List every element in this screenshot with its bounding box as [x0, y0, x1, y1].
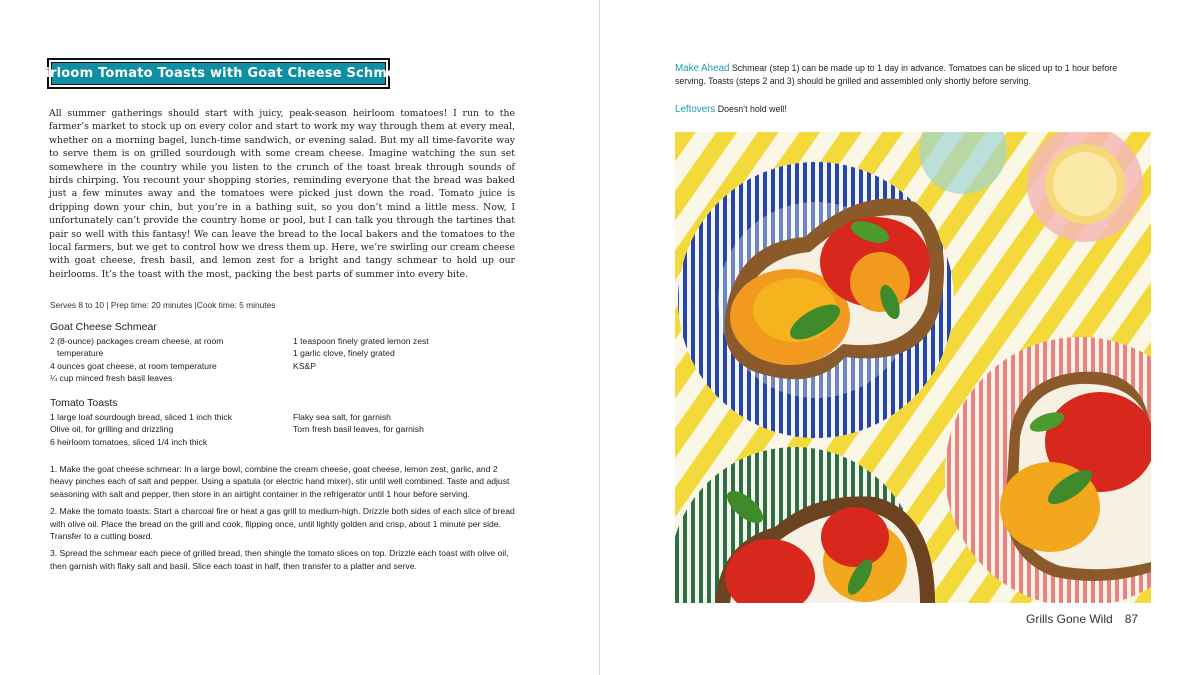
recipe-steps	[50, 463, 520, 577]
tomato-orange	[850, 252, 910, 312]
step: 1. Make the goat cheese schmear: In a large bowl, combine the cream cheese, goat cheese, lemon zest, garlic, and 2 heavy pinches each of salt and pepper. Using a spatula (or electric hand mixer), stir until well combined. Taste and adjust seasoning with salt and pepper, then store in an airtight container in the refrigerator until 1 hour before serving.	[50, 464, 510, 499]
page-number: 87	[1124, 612, 1139, 626]
ingredient: 2 (8-ounce) packages cream cheese, at room	[50, 336, 224, 346]
ingredient: ¼ cup minced fresh basil leaves	[50, 373, 173, 384]
schmear-ingredients-col2	[293, 335, 429, 372]
toasts-ingredients-col2	[293, 411, 424, 436]
ingredient: 1 teaspoon finely grated lemon zest	[293, 336, 429, 346]
recipe-title-banner	[25, 58, 412, 89]
lemon-flesh	[1053, 152, 1117, 216]
leftovers-label: Leftovers	[675, 104, 716, 115]
recipe-title: Heirloom Tomato Toasts with Goat Cheese Schmear	[25, 66, 412, 81]
tomato-toast-photo-illustration	[675, 132, 1151, 603]
make-ahead-note	[675, 62, 1145, 88]
ingredient: Torn fresh basil leaves, for garnish	[293, 424, 424, 435]
recipe-intro: All summer gatherings should start with juicy, peak-season heirloom tomatoes! I run to the farmer’s market to stock up on every color and start to work my way through them at every meal, whether on a morning bagel, lunch-time sandwich, or evening salad. But my all time-favorite way to serve them is on grilled sourdough with some cream cheese. Imagine watching the sun set somewhere in the country while you listen to the crunch of the toast break through sounds of birds chirping. You recount your shopping stories, reminding everyone that the bread was baked just a few minutes away and the tomatoes were picked just down the road. Tomato juice is dripping down your chin, but you’re in a bathing suit, so you don’t mind a little mess. Now, I unfortunately can’t provide the country home or pool, but I can talk you through the tartines that pair so well with this fantasy! We can leave the bread to the local bakers and the tomatoes to the local farmers, but we get to control how we dress them up. Here, we’re swirling our cream cheese with goat cheese, fresh basil, and lemon zest for a bright and tangy schmear to hold up our heirlooms. It’s the toast with the most, packing the best parts of summer into every bite.	[49, 108, 515, 280]
schmear-ingredients-col1	[50, 335, 223, 385]
page-gutter	[599, 0, 600, 675]
make-ahead-label: Make Ahead	[675, 63, 730, 74]
food-photo	[675, 132, 1151, 603]
page-footer	[1026, 612, 1138, 626]
schmear-heading: Goat Cheese Schmear	[50, 321, 157, 333]
make-ahead-text: Schmear (step 1) can be made up to 1 day in advance. Tomatoes can be sliced up to 1 hour before serving. Toasts (steps 2 and 3) should be grilled and assembled only shortly before serving.	[675, 63, 1118, 87]
leftovers-text: Doesn’t hold well!	[715, 104, 787, 114]
step: 2. Make the tomato toasts: Start a charcoal fire or heat a gas grill to medium-high. Drizzle both sides of each slice of bread with olive oil. Place the bread on the grill and cook, flipping once, until lightly golden and crisp, about 1 minute per side. Transfer to a cutting board.	[50, 506, 515, 542]
recipe-meta: Serves 8 to 10 | Prep time: 20 minutes |Cook time: 5 minutes	[50, 300, 276, 310]
footer-section-title: Grills Gone Wild	[1026, 612, 1113, 626]
ingredient: 1 garlic clove, finely grated	[293, 348, 395, 359]
leftovers-note	[675, 103, 1145, 116]
toasts-heading: Tomato Toasts	[50, 397, 118, 409]
ingredient: 1 large loaf sourdough bread, sliced 1 inch thick	[50, 412, 233, 422]
ingredient: 4 ounces goat cheese, at room temperature	[50, 360, 217, 371]
ingredient: KS&P	[293, 360, 316, 371]
tomato-red	[821, 507, 889, 567]
ingredient: 6 heirloom tomatoes, sliced 1/4 inch thick	[50, 436, 208, 447]
ingredient: Olive oil, for grilling and drizzling	[50, 424, 174, 435]
step: 3. Spread the schmear each piece of grilled bread, then shingle the tomato slices on top. Drizzle each toast with olive oil, then garnish with flaky salt and basil. Slice each toast in half, then transfer to a platter and serve.	[50, 548, 509, 571]
ingredient: Flaky sea salt, for garnish	[293, 412, 391, 422]
toasts-ingredients-col1	[50, 411, 232, 448]
ingredient: temperature	[57, 348, 104, 359]
